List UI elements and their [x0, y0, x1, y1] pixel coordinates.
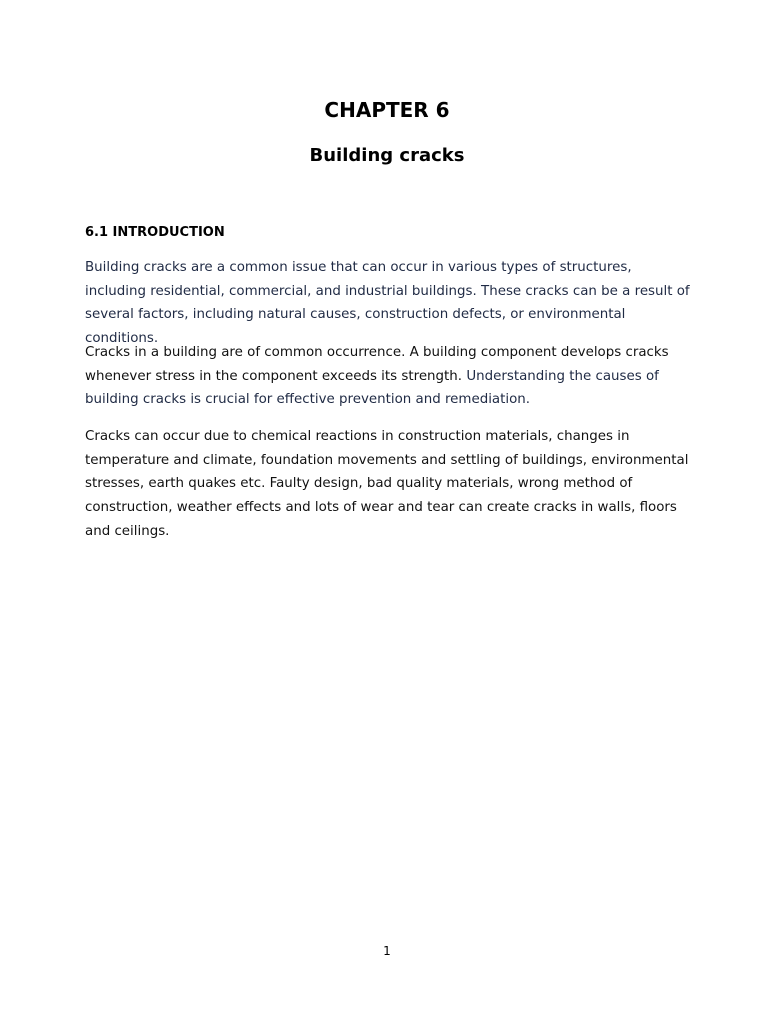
intro-paragraph-1: Building cracks are a common issue that can occur in various types of structures, including residential, commercial, and industrial buildings. These cracks can be a result of several factors, including natural causes, construction defects, or environmental conditions.: [85, 260, 690, 347]
page-number: 1: [383, 944, 391, 958]
intro-paragraph-2-part-2: Understanding the causes of building cracks is crucial for effective prevention and remediation.: [85, 368, 659, 408]
intro-paragraph-2-part-1: Cracks in a building are of common occurrence. A building component develops cracks whenever stress in the component exceeds its strength.: [85, 345, 669, 384]
chapter-subtitle: Building cracks: [309, 145, 465, 166]
intro-paragraph-3: Cracks can occur due to chemical reactions in construction materials, changes in temperature and climate, foundation movements and settling of buildings, environmental stresses, earth quakes etc. Faulty design, bad quality materials, wrong method of construction, weather effects and lots of wear and tear can create cracks in walls, floors and ceilings.: [85, 429, 689, 539]
chapter-title: CHAPTER 6: [324, 98, 450, 122]
section-heading: 6.1 INTRODUCTION: [85, 225, 225, 240]
intro-paragraph-2: [85, 341, 695, 412]
